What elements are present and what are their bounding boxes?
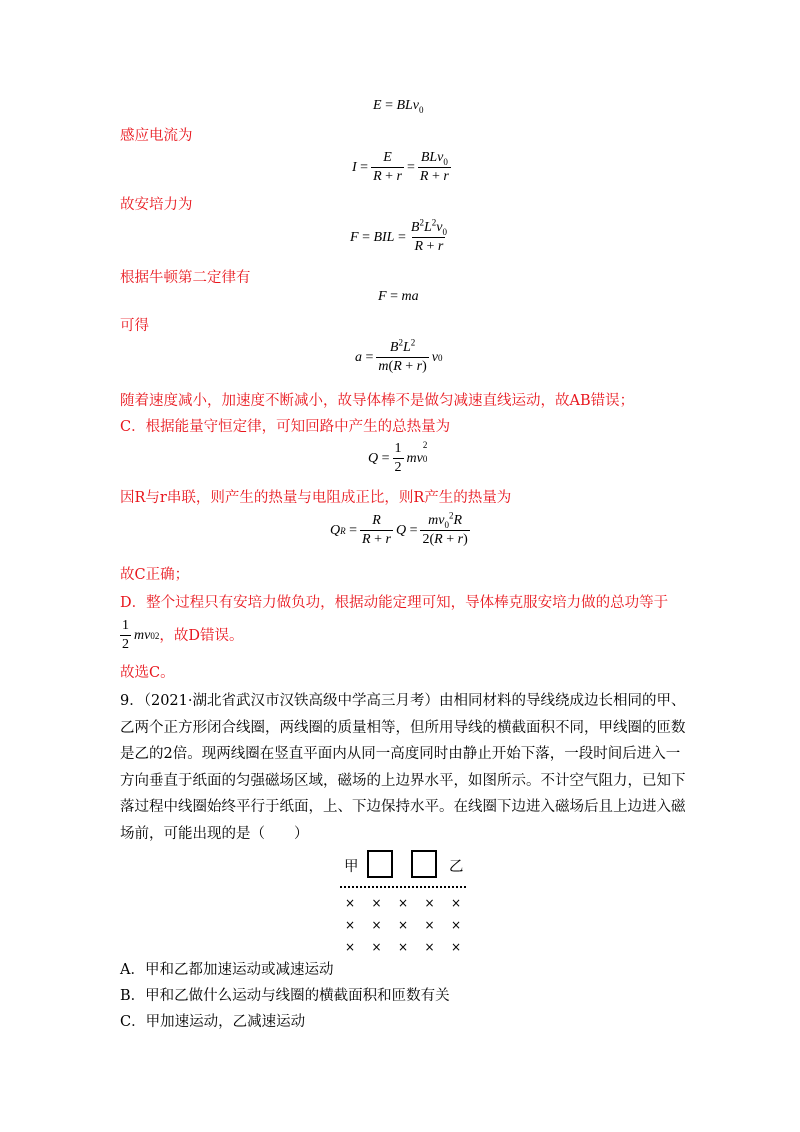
option-c: C．甲加速运动，乙减速运动: [120, 1014, 306, 1030]
field-mark: ×: [371, 918, 382, 932]
coil-jia: [367, 850, 393, 878]
field-mark: ×: [424, 918, 435, 932]
field-mark: ×: [397, 940, 409, 954]
question-stem-line-6: 场前，可能出现的是（ ）: [120, 825, 309, 842]
field-mark: ×: [450, 896, 461, 910]
field-mark: ×: [424, 896, 435, 910]
field-mark: ×: [397, 918, 409, 932]
solution-line-d: D．整个过程只有安培力做负功，根据动能定理可知，导体棒克服安培力做的总功等于: [120, 595, 669, 611]
solution-line-d-tail-row: [120, 618, 243, 653]
question-stem-line-3: 是乙的2倍。现两线圈在竖直平面内从同一高度同时由静止开始下落，一段时间后进入一: [120, 746, 681, 762]
solution-line-ab: 随着速度减小，加速度不断减小，故导体棒不是做匀减速直线运动，故AB错误；: [120, 393, 635, 409]
solution-line-c-correct: 故C正确；: [120, 567, 190, 583]
equation-emf: E = BLv$_0$: [373, 98, 424, 115]
question-9: [120, 688, 690, 847]
question-number: 9．: [120, 693, 144, 709]
question-stem-line-1: 由相同材料的导线绕成边长相同的甲、: [439, 693, 686, 709]
label-ampere-force: 故安培力为: [120, 197, 193, 213]
equation-total-heat: Q = $\frac{1}{2}$ mv 2 0: [368, 439, 428, 475]
question-stem-line-5: 落过程中线圈始终平行于纸面，上、下边保持水平。在线圈下边进入磁场后且上边进入磁: [120, 799, 686, 815]
field-mark: ×: [371, 940, 382, 954]
coil-yi: [411, 850, 437, 878]
field-mark: ×: [424, 940, 435, 954]
field-mark: ×: [397, 896, 409, 910]
question-stem-line-4: 方向垂直于纸面的匀强磁场区域，磁场的上边界水平，如图所示。不计空气阻力，已知下: [120, 772, 686, 789]
solution-line-d-tail: ，故D错误。: [159, 627, 244, 644]
field-mark: ×: [450, 918, 461, 932]
solution-line-c-intro: C．根据能量守恒定律，可知回路中产生的总热量为: [120, 419, 451, 435]
field-boundary-line: [340, 886, 466, 888]
field-mark: ×: [345, 896, 356, 910]
figure-coils-magnetic-field: [340, 848, 470, 953]
equation-newton: F = ma: [378, 289, 419, 304]
label-coil-yi: 乙: [449, 859, 464, 875]
field-region: [340, 892, 466, 958]
label-coil-jia: 甲: [344, 859, 359, 875]
equation-heat-r: Q R = $\frac{R}{R + r}$ Q = $\frac{mv_0^2R}{2(R + r)}$: [330, 510, 468, 547]
question-stem-line-2: 乙两个正方形闭合线圈，两线圈的质量相等，但所用导线的横截面积不同，甲线圈的匝数: [120, 719, 686, 736]
equation-current: I = $\frac{E}{R + r}$ = $\frac{BLv_0}{R + r}$: [352, 150, 449, 184]
field-mark: ×: [371, 896, 382, 910]
label-induced-current: 感应电流为: [120, 128, 193, 144]
field-mark: ×: [450, 940, 461, 954]
solution-line-series: 因R与r串联，则产生的热量与电阻成正比，则R产生的热量为: [120, 490, 512, 506]
field-mark: ×: [345, 940, 356, 954]
field-mark: ×: [345, 918, 356, 932]
label-newton-law: 根据牛顿第二定律有: [120, 270, 251, 286]
equation-force: F = BIL = $\frac{B^2L^2v_0}{R + r}$: [350, 217, 447, 254]
option-a: A．甲和乙都加速运动或减速运动: [120, 962, 334, 978]
equation-acceleration: a = $\frac{B^2L^2}{m(R + r)}$ v 0: [355, 337, 443, 374]
answer: 故选C。: [120, 665, 175, 681]
question-source: （2021·湖北省武汉市汉铁高级中学高三月考）: [143, 693, 439, 709]
inline-kinetic-energy: $\frac{1}{2}$ mv 0 2: [122, 618, 160, 652]
option-b: B．甲和乙做什么运动与线圈的横截面积和匝数有关: [120, 988, 450, 1004]
label-result: 可得: [120, 318, 149, 334]
